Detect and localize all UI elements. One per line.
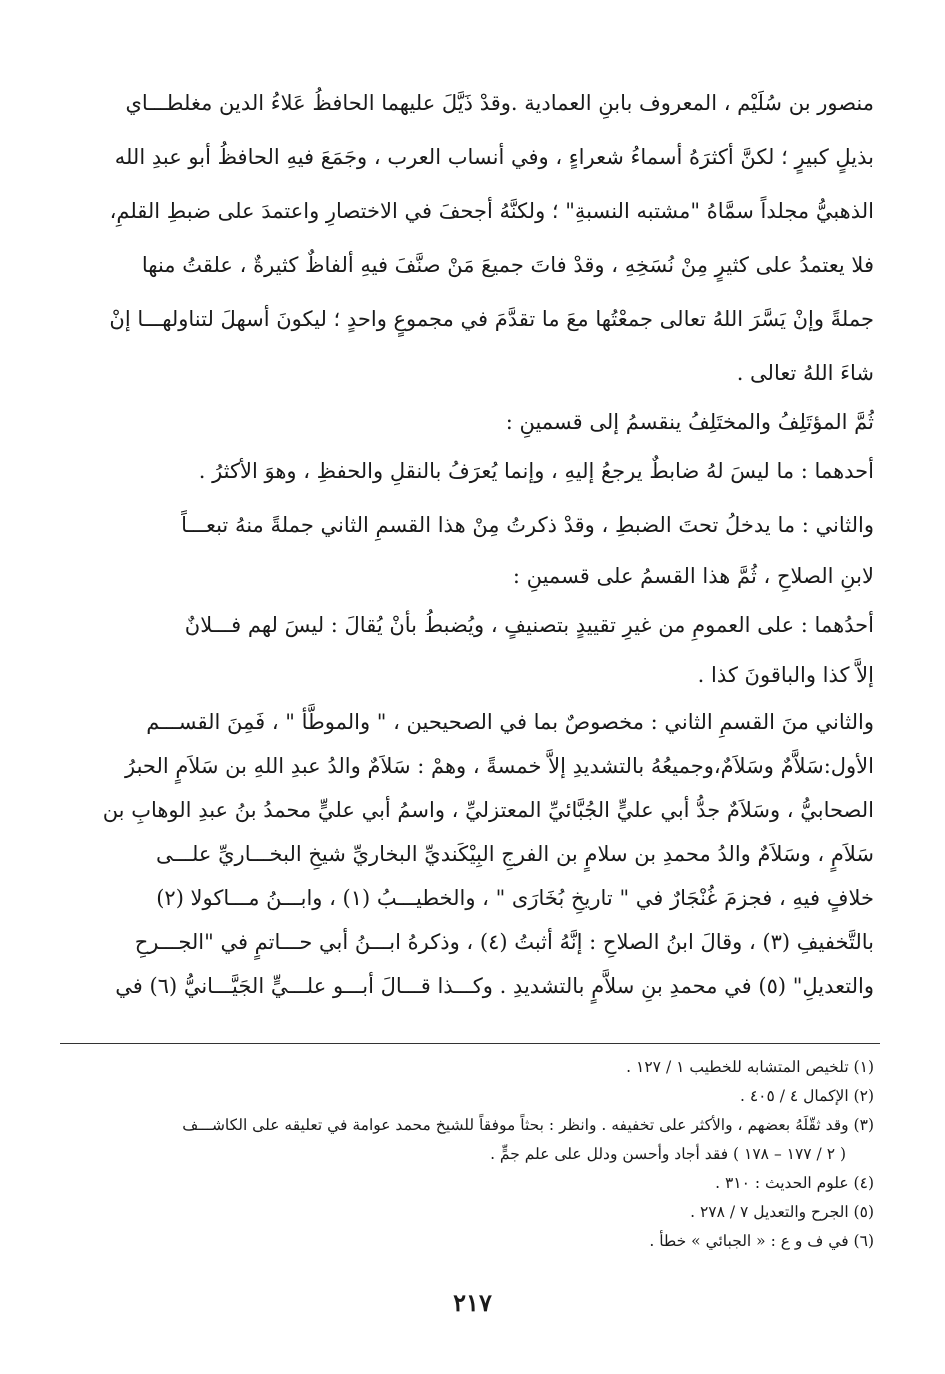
text-line: الأول:سَلاَّمٌ وسَلاَمٌ،وجميعُهُ بالتشديدِ إلاَّ خمسةً ، وهمْ : سَلاَمٌ والدُ عبدِ اللهِ بن سَلاَمٍ الحبرُ (124, 754, 874, 778)
footnote-divider (60, 1043, 880, 1044)
footnote: (٥) الجرح والتعديل ٧ / ٢٧٨ . (690, 1203, 874, 1221)
text-line: لابنِ الصلاحِ ، ثُمَّ هذا القسمُ على قسمينِ : (512, 564, 874, 588)
footnote-continuation: ( ٢ / ١٧٧ – ١٧٨ ) فقد أجاد وأحسن ودلل على علم جمٍّ . (490, 1145, 846, 1163)
page-number: ٢١٧ (453, 1288, 492, 1317)
text-line: بذيلٍ كبيرٍ ؛ لكنَّ أكثرَهُ أسماءُ شعراءٍ ، وفي أنساب العرب ، وجَمَعَ فيهِ الحافظُ أبو عبدِ الله (114, 145, 874, 169)
text-line: إلاَّ كذا والباقونَ كذا . (697, 663, 874, 687)
main-text (64, 76, 874, 1008)
footnote: (١) تلخيص المتشابه للخطيب ١ / ١٢٧ . (626, 1058, 874, 1076)
text-line: شاءَ اللهُ تعالى . (736, 361, 874, 385)
footnote: (٣) وقد ثقّلَهُ بعضهم ، والأكثر على تخفيفه . وانظر : بحثاً موفقاً للشيخ محمد عوامة في تعليقه على الكاشـــف (182, 1116, 874, 1134)
text-line: فلا يعتمدُ على كثيرٍ مِنْ نُسَخِهِ ، وقدْ فاتَ جميعَ مَنْ صنَّفَ فيهِ ألفاظٌ كثيرةٌ ، علقتُ منها (141, 253, 874, 277)
text-line: أحدُهما : على العمومِ من غيرِ تقييدٍ بتصنيفٍ ، ويُضبطُ بأنْ يُقالَ : ليسَ لهم فـــلانٌ (184, 613, 874, 637)
text-line: والتعديلِ" (٥) في محمدِ بنِ سلاَّمٍ بالتشديدِ . وكـــذا قـــالَ أبـــو علـــيٍّ الجَيَّـــانيُّ (٦) في (115, 974, 874, 998)
text-line: منصور بن سُلَيْم ، المعروف بابنِ العمادية .وقدْ ذَيَّلَ عليهما الحافظُ عَلاءُ الدين مغلطـــاي (125, 91, 874, 115)
text-line: خلافٍ فيهِ ، فجزمَ غُنْجَارٌ في " تاريخِ بُخَارَى " ، والخطيـــبُ (١) ، وابـــنُ مـــاكولا (٢) (156, 886, 874, 910)
footnotes (64, 1054, 874, 1257)
text-line: ثُمَّ المؤتَلِفُ والمختَلِفُ ينقسمُ إلى قسمينِ : (505, 410, 874, 434)
text-line: جملةً وإنْ يَسَّرَ اللهُ تعالى جمعْتُها معَ ما تقدَّمَ في مجموعٍ واحدٍ ؛ ليكونَ أسهلَ لتناولهـــا إنْ (109, 307, 874, 331)
text-line: أحدهما : ما ليسَ لهُ ضابطٌ يرجعُ إليهِ ، وإنما يُعرَفُ بالنقلِ والحفظِ ، وهوَ الأكثرُ . (198, 459, 874, 483)
text-line: والثاني منَ القسمِ الثاني : مخصوصٌ بما في الصحيحين ، " والموطَّأ " ، فَمِنَ القســـم (146, 710, 874, 734)
text-line: الذهبيُّ مجلداً سمَّاهُ "مشتبه النسبةِ" ؛ ولكنَّهُ أجحفَ في الاختصارِ واعتمدَ على ضبطِ القلمِ، (109, 199, 874, 223)
text-line: والثاني : ما يدخلُ تحتَ الضبطِ ، وقدْ ذكرتُ مِنْ هذا القسمِ الثاني جملةً منهُ تبعـــاً (181, 513, 874, 537)
text-line: بالتَّخفيفِ (٣) ، وقالَ ابنُ الصلاحِ : إنَّهُ أثبتُ (٤) ، وذكرهُ ابـــنُ أبي حـــاتمٍ في "الجـــرحِ (134, 930, 874, 954)
footnote: (٦) في ف و ع : « الجبائي » خطأ . (649, 1232, 874, 1250)
footnote: (٢) الإكمال ٤ / ٤٠٥ . (739, 1087, 874, 1105)
footnote: (٤) علوم الحديث : ٣١٠ . (715, 1174, 874, 1192)
text-line: سَلاَمٍ ، وسَلاَمٌ والدُ محمدِ بن سلامٍ بن الفرجِ البِيْكَنديِّ البخاريِّ شيخِ البخـــاريِّ علـــى (156, 842, 874, 866)
text-line: الصحابيُّ ، وسَلاَمٌ جدُّ أبي عليٍّ الجُبَّائيِّ المعتزليِّ ، واسمُ أبي عليٍّ محمدُ بنُ عبدِ الوهابِ بن (102, 798, 874, 822)
